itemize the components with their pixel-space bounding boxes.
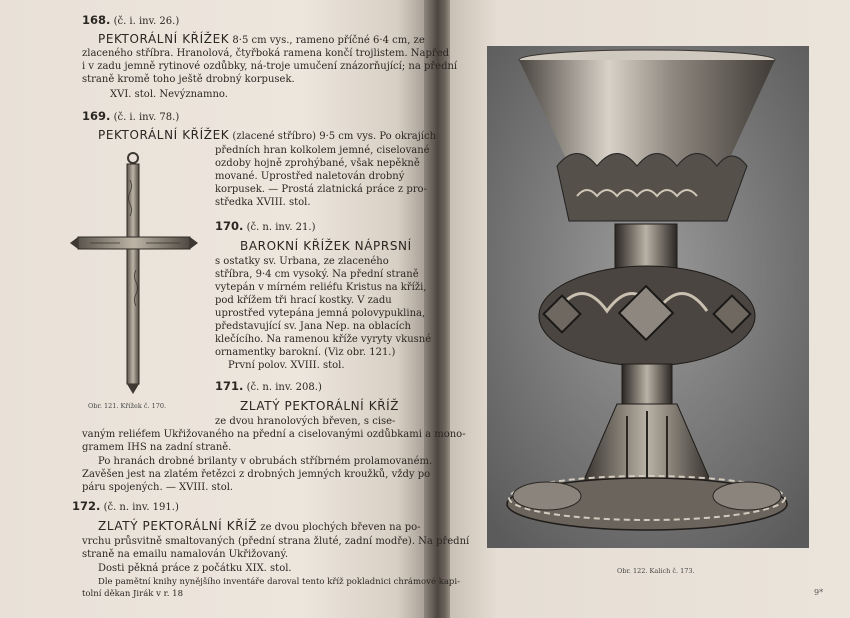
entry-168-header — [82, 14, 179, 28]
entry-170-line7: představující sv. Jana Nep. na oblacích — [215, 321, 411, 332]
entry-168-line1 — [98, 33, 425, 47]
entry-171-line7: páru spojených. — XVIII. stol. — [82, 482, 234, 493]
entry-169-line3: ozdoby hojně zprohýbané, však nepěkně — [215, 158, 420, 169]
entry-171-line6: Zavěšen jest na zlatém řetězci z drobných jemných kroužků, vždy po — [82, 469, 431, 480]
entry-172-line3: straně na emailu namalován Ukřižovaný. — [82, 549, 288, 560]
entry-169-line6: středka XVIII. stol. — [215, 197, 311, 208]
entry-title: ZLATÝ PEKTORÁLNÍ KŘÍŽ — [98, 519, 258, 533]
entry-170-line5: pod křížem tři hrací kostky. V zadu — [215, 295, 392, 306]
entry-170-header — [215, 220, 315, 234]
entry-169-header — [82, 110, 179, 124]
entry-171-line3: vaným reliéfem Ukřižovaného na přední a ciselovanými ozdůbkami a mono- — [82, 429, 466, 440]
entry-172-line5: Dle pamětní knihy nynějšího inventáře daroval tento kříž pokladnici chrámové kapi- — [98, 577, 460, 587]
entry-169-line2: předních hran kolkolem jemné, ciselované — [215, 145, 430, 156]
page-number: 9* — [814, 588, 824, 597]
entry-text: (zlacené stříbro) 9·5 cm vys. Po okrajích — [232, 131, 437, 142]
entry-172-header — [72, 500, 179, 514]
entry-172-line6: tolní děkan Jirák v r. 18 — [82, 589, 183, 599]
entry-number: 170. — [215, 219, 244, 233]
entry-171-header — [215, 380, 322, 394]
entry-text: ze dvou plochých břeven na po- — [260, 522, 421, 533]
entry-169-line5: korpusek. — Prostá zlatnická práce z pro- — [215, 184, 427, 195]
figure-122-caption: Obr. 122. Kalich č. 173. — [617, 567, 695, 575]
entry-number: 171. — [215, 379, 244, 393]
entry-170-line10: První polov. XVIII. stol. — [228, 360, 345, 371]
entry-170-line4: vytepán v mírném reliéfu Kristus na kříži, — [215, 282, 427, 293]
entry-title: PEKTORÁLNÍ KŘÍŽEK — [98, 32, 230, 46]
entry-172-line2: vrchu průsvitně smaltovaných (přední strana žluté, zadní modře). Na přední — [82, 536, 470, 547]
entry-168-line5: XVI. stol. Nevýznamno. — [110, 89, 228, 100]
entry-172-line1 — [98, 520, 421, 534]
chalice-photograph — [487, 46, 809, 548]
entry-number: 172. — [72, 499, 101, 513]
entry-171-line2: ze dvou hranolových břeven, s cise- — [215, 416, 396, 427]
entry-170-line6: uprostřed vytepána jemná polovypuklina, — [215, 308, 426, 319]
entry-168-line3: i v zadu jemně rytinové ozdůbky, ná-troje umučení znázorňující; na přední — [82, 61, 458, 72]
entry-170-line8: klečícího. Na ramenou kříže vyryty vkusné — [215, 334, 432, 345]
entry-168-line4: straně kromě toho ještě drobný korpusek. — [82, 74, 295, 85]
figure-121-caption: Obr. 121. Křížek č. 170. — [88, 402, 167, 410]
entry-170-line3: stříbra, 9·4 cm vysoký. Na přední straně — [215, 269, 419, 280]
entry-number: 168. — [82, 13, 111, 27]
entry-text: 8·5 cm vys., rameno příčné 6·4 cm, ze — [232, 35, 425, 46]
inventory-ref: (č. n. inv. 21.) — [246, 222, 316, 233]
inventory-ref: (č. i. inv. 78.) — [113, 112, 180, 123]
entry-172-line4: Dosti pěkná práce z počátku XIX. stol. — [98, 563, 292, 574]
cross-illustration — [70, 150, 200, 400]
entry-168-line2: zlaceného stříbra. Hranolová, čtyřboká ramena končí trojlistem. Napřed — [82, 48, 450, 59]
chalice-image — [487, 46, 809, 548]
entry-170-line2: s ostatky sv. Urbana, ze zlaceného — [215, 256, 389, 267]
entry-169-line4: mované. Uprostřed naletován drobný — [215, 171, 405, 182]
entry-170-line9: ornamentky barokní. (Viz obr. 121.) — [215, 347, 396, 358]
inventory-ref: (č. n. inv. 208.) — [246, 382, 322, 393]
entry-170-title: BAROKNÍ KŘÍŽEK NÁPRSNÍ — [240, 239, 412, 253]
entry-171-line5: Po hranách drobné brilanty v obrubách stříbrném prolamovaném. — [98, 456, 433, 467]
inventory-ref: (č. i. inv. 26.) — [113, 16, 180, 27]
entry-171-title: ZLATÝ PEKTORÁLNÍ KŘÍŽ — [240, 399, 400, 413]
inventory-ref: (č. n. inv. 191.) — [103, 502, 179, 513]
entry-171-line4: gramem IHS na zadní straně. — [82, 442, 232, 453]
entry-title: PEKTORÁLNÍ KŘÍŽEK — [98, 128, 230, 142]
entry-169-line1 — [98, 129, 436, 143]
entry-number: 169. — [82, 109, 111, 123]
